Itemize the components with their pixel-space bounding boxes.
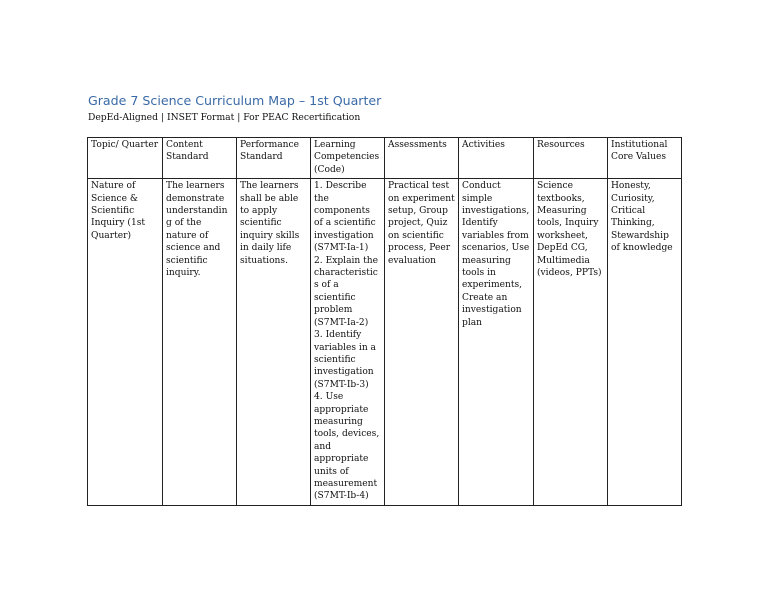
cell-content-standard: The learners demonstrate understanding of the nature of science and scientific inquiry. [163, 179, 237, 506]
cell-core-values: Honesty, Curiosity, Critical Thinking, Stewardship of knowledge [608, 179, 682, 506]
curriculum-map-table [87, 137, 682, 506]
header-topic-quarter: Topic/ Quarter [88, 138, 163, 179]
competency-item: 2. Explain the characteristics of a scientific problem (S7MT-Ia-2) [314, 255, 379, 328]
header-learning-competencies: Learning Competencies (Code) [311, 138, 385, 179]
document-subtitle: DepEd-Aligned | INSET Format | For PEAC Recertification [88, 112, 361, 123]
header-assessments: Assessments [385, 138, 459, 179]
header-core-values: Institutional Core Values [608, 138, 682, 179]
cell-resources: Science textbooks, Measuring tools, Inquiry worksheet, DepEd CG, Multimedia (videos, PPTs) [534, 179, 608, 506]
cell-assessments: Practical test on experiment setup, Group project, Quiz on scientific process, Peer evaluation [385, 179, 459, 506]
competency-item: 1. Describe the components of a scientific investigation (S7MT-Ia-1) [314, 181, 376, 254]
document-title: Grade 7 Science Curriculum Map – 1st Quarter [88, 93, 382, 108]
cell-performance-standard: The learners shall be able to apply scientific inquiry skills in daily life situations. [237, 179, 311, 506]
cell-activities: Conduct simple investigations, Identify variables from scenarios, Use measuring tools in experiments, Create an investigation plan [459, 179, 534, 506]
header-resources: Resources [534, 138, 608, 179]
cell-learning-competencies [311, 179, 385, 506]
header-content-standard: Content Standard [163, 138, 237, 179]
cell-topic: Nature of Science & Scientific Inquiry (1st Quarter) [88, 179, 163, 506]
table-header-row [88, 138, 682, 179]
header-performance-standard: Performance Standard [237, 138, 311, 179]
header-activities: Activities [459, 138, 534, 179]
competency-item: 3. Identify variables in a scientific investigation (S7MT-Ib-3) [314, 330, 376, 390]
table-row [88, 179, 682, 506]
competency-item: 4. Use appropriate measuring tools, devices, and appropriate units of measurement (S7MT-Ib-4) [314, 392, 380, 502]
